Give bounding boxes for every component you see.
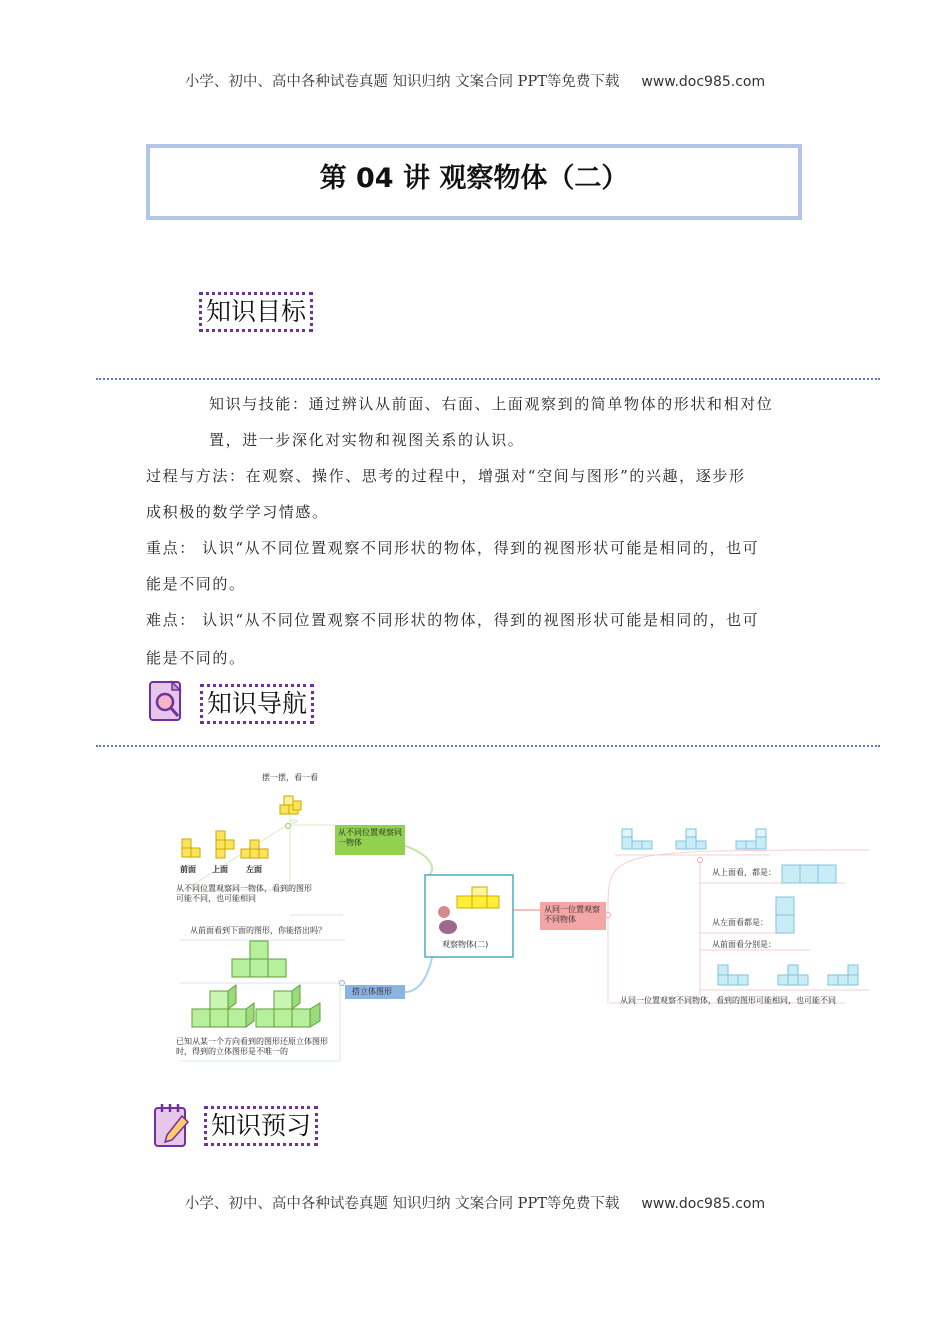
page-footer xyxy=(0,1192,950,1213)
notepad-pencil-icon xyxy=(152,1102,192,1148)
mm-b3-a-label: 从上面看，都是： xyxy=(712,868,776,877)
footer-text: 小学、初中、高中各种试卷真题 知识归纳 文案合同 PPT等免费下载 xyxy=(184,1196,620,1212)
green-solid-1 xyxy=(192,985,254,1027)
mm-branch1-label: 从不同位置观察同一物体 xyxy=(338,828,402,847)
magnifier-document-icon xyxy=(148,680,186,724)
section-preview-label: 知识预习 xyxy=(204,1106,318,1146)
section-goal-label: 知识目标 xyxy=(199,292,313,332)
footer-site[interactable]: www.doc985.com xyxy=(641,1196,766,1212)
goal-line-3: 过程与方法：在观察、操作、思考的过程中，增强对“空间与图形”的兴趣，逐步形 xyxy=(146,467,746,485)
left-view-blue-shape xyxy=(776,897,794,933)
mm-branch3-label: 从同一位置观察不同物体 xyxy=(544,905,600,924)
goal-line-6: 能是不同的。 xyxy=(146,575,246,593)
mm-b2-note-2: 时，得到的立体图形是不唯一的 xyxy=(176,1047,288,1056)
goal-line-7: 难点： 认识“从不同位置观察不同形状的物体，得到的视图形状可能是相同的，也可 xyxy=(146,611,760,629)
goal-line-8: 能是不同的。 xyxy=(146,649,246,667)
front-view-blue-shapes xyxy=(718,965,858,985)
mm-b2-question: 从前面看到下面的图形，你能搭出吗？ xyxy=(190,926,326,935)
mm-b1-note-1: 从不同位置观察同一物体，看到的图形 xyxy=(176,884,312,893)
goal-line-1: 知识与技能：通过辨认从前面、右面、上面观察到的简单物体的形状和相对位 xyxy=(209,395,774,413)
title-box xyxy=(146,144,802,220)
mm-b1-top-view-label: 上面 xyxy=(212,865,228,874)
mm-b3-note: 从同一位置观察不同物体，看到的图形可能相同，也可能不同 xyxy=(620,996,836,1005)
mm-center-label: 观察物体(二) xyxy=(442,940,489,949)
mm-b1-front-label: 前面 xyxy=(180,865,196,874)
mm-b1-left-label: 左面 xyxy=(246,865,262,874)
mm-b3-b-label: 从左面看都是： xyxy=(712,918,768,927)
blue-solid-1 xyxy=(622,829,652,849)
top-view-blue-shape xyxy=(782,865,836,883)
front-view-green-shape xyxy=(232,941,286,977)
mm-b1-note-2: 可能不同，也可能相同 xyxy=(176,894,256,903)
front-view-shape xyxy=(182,839,200,857)
goal-line-2: 置，进一步深化对实物和视图关系的认识。 xyxy=(209,431,525,449)
top-view-shape xyxy=(216,831,234,858)
page-header xyxy=(0,70,950,91)
mind-map xyxy=(170,765,880,1065)
mm-b1-top-label: 摆一摆，看一看 xyxy=(262,773,318,782)
page-title: 第 04 讲 观察物体（二） xyxy=(319,163,629,194)
goal-line-5: 重点： 认识“从不同位置观察不同形状的物体，得到的视图形状可能是相同的，也可 xyxy=(146,539,760,557)
mm-branch2-label: 搭立体图形 xyxy=(352,987,392,996)
blue-solid-3 xyxy=(736,829,766,849)
mm-b2-note-1: 已知从某一个方向看到的图形还原立体图形 xyxy=(176,1037,328,1046)
green-solid-2 xyxy=(256,985,320,1027)
header-site[interactable]: www.doc985.com xyxy=(641,74,766,90)
section-nav-label: 知识导航 xyxy=(200,684,314,724)
cube-stack-yellow-icon xyxy=(280,796,301,814)
divider-nav xyxy=(96,745,880,747)
left-view-shape xyxy=(241,840,268,858)
goal-line-4: 成积极的数学学习情感。 xyxy=(146,503,329,521)
divider-goal xyxy=(96,378,880,380)
mm-b3-c-label: 从前面看分别是： xyxy=(712,940,776,949)
blue-solid-2 xyxy=(676,829,706,849)
header-text: 小学、初中、高中各种试卷真题 知识归纳 文案合同 PPT等免费下载 xyxy=(184,74,620,90)
